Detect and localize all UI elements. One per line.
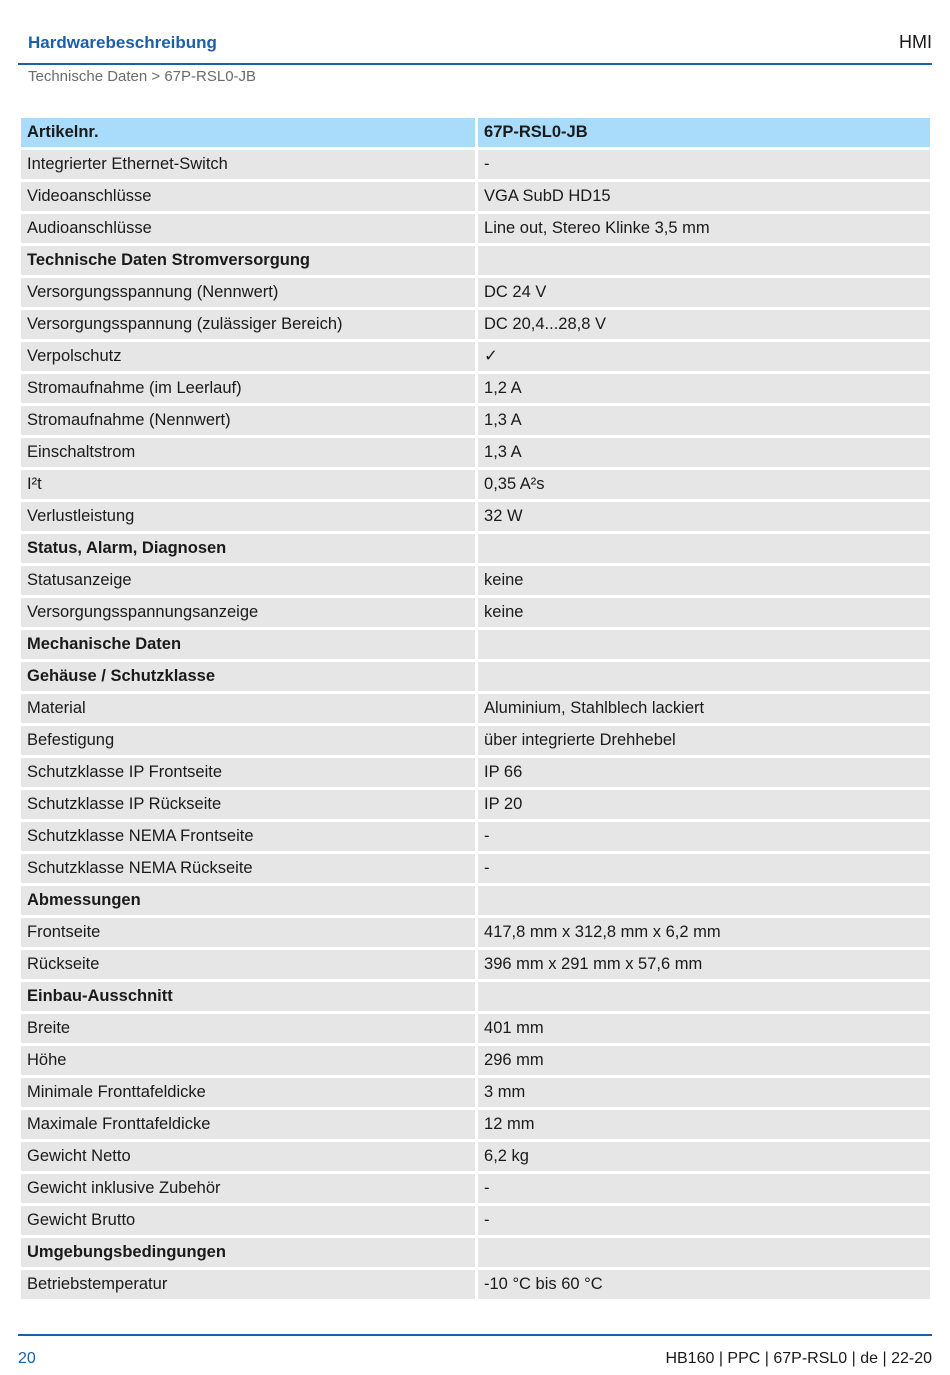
spec-label-cell: Gewicht Netto [21, 1142, 475, 1171]
table-section-row [21, 662, 930, 691]
spec-value-cell: VGA SubD HD15 [478, 182, 930, 211]
spec-value-cell: über integrierte Drehhebel [478, 726, 930, 755]
spec-value-cell: IP 20 [478, 790, 930, 819]
spec-value-cell [478, 662, 930, 691]
spec-label-cell: Videoanschlüsse [21, 182, 475, 211]
technical-data-table-body [21, 118, 930, 1299]
table-section-row [21, 630, 930, 659]
spec-value-cell: 12 mm [478, 1110, 930, 1139]
document-section-title: Hardwarebeschreibung [28, 33, 217, 52]
spec-value-cell: - [478, 822, 930, 851]
spec-value-cell: 396 mm x 291 mm x 57,6 mm [478, 950, 930, 979]
spec-value-cell: - [478, 854, 930, 883]
table-row [21, 214, 930, 243]
table-row [21, 374, 930, 403]
table-section-row [21, 1238, 930, 1267]
spec-label-cell: Integrierter Ethernet-Switch [21, 150, 475, 179]
breadcrumb: Technische Daten > 67P-RSL0-JB [28, 68, 257, 85]
section-heading-cell: Umgebungsbedingungen [21, 1238, 475, 1267]
table-row [21, 790, 930, 819]
section-heading-cell: Status, Alarm, Diagnosen [21, 534, 475, 563]
table-row [21, 278, 930, 307]
spec-value-cell: 1,3 A [478, 406, 930, 435]
spec-value-cell: - [478, 150, 930, 179]
document-reference: HB160 | PPC | 67P-RSL0 | de | 22-20 [665, 1350, 932, 1367]
table-row [21, 1078, 930, 1107]
checkmark-icon: ✓ [478, 342, 930, 371]
table-section-row [21, 982, 930, 1011]
spec-label-cell: Audioanschlüsse [21, 214, 475, 243]
table-row [21, 342, 930, 371]
table-row [21, 854, 930, 883]
spec-value-cell [478, 630, 930, 659]
spec-value-cell [478, 534, 930, 563]
spec-value-cell: IP 66 [478, 758, 930, 787]
table-row [21, 1014, 930, 1043]
table-row [21, 1110, 930, 1139]
table-row [21, 1174, 930, 1203]
technical-data-table [18, 115, 933, 1302]
spec-value-cell [478, 982, 930, 1011]
spec-value-cell [478, 886, 930, 915]
spec-value-cell: 417,8 mm x 312,8 mm x 6,2 mm [478, 918, 930, 947]
table-row [21, 406, 930, 435]
spec-label-cell: Verpolschutz [21, 342, 475, 371]
spec-label-cell: Rückseite [21, 950, 475, 979]
table-row [21, 502, 930, 531]
spec-label-cell: Statusanzeige [21, 566, 475, 595]
section-heading-cell: Abmessungen [21, 886, 475, 915]
spec-label-cell: Schutzklasse IP Frontseite [21, 758, 475, 787]
spec-value-cell: 401 mm [478, 1014, 930, 1043]
table-row [21, 950, 930, 979]
spec-value-cell: DC 24 V [478, 278, 930, 307]
table-row [21, 822, 930, 851]
spec-value-cell: - [478, 1206, 930, 1235]
spec-label-cell: Verlustleistung [21, 502, 475, 531]
section-heading-cell: Einbau-Ausschnitt [21, 982, 475, 1011]
spec-value-cell: 32 W [478, 502, 930, 531]
spec-value-cell: 0,35 A²s [478, 470, 930, 499]
header-value-cell: 67P-RSL0-JB [478, 118, 930, 147]
table-row [21, 758, 930, 787]
table-row [21, 918, 930, 947]
spec-label-cell: Gewicht Brutto [21, 1206, 475, 1235]
table-row [21, 438, 930, 467]
table-header-row [21, 118, 930, 147]
table-row [21, 1142, 930, 1171]
page-number: 20 [18, 1350, 36, 1367]
spec-value-cell: DC 20,4...28,8 V [478, 310, 930, 339]
spec-value-cell: 1,2 A [478, 374, 930, 403]
footer-divider [18, 1334, 932, 1336]
spec-label-cell: Versorgungsspannung (zulässiger Bereich) [21, 310, 475, 339]
table-row [21, 1206, 930, 1235]
spec-value-cell [478, 1238, 930, 1267]
spec-label-cell: Schutzklasse NEMA Rückseite [21, 854, 475, 883]
spec-value-cell: -10 °C bis 60 °C [478, 1270, 930, 1299]
spec-label-cell: Stromaufnahme (Nennwert) [21, 406, 475, 435]
table-row [21, 694, 930, 723]
spec-label-cell: Befestigung [21, 726, 475, 755]
spec-value-cell: 3 mm [478, 1078, 930, 1107]
header-divider [18, 63, 932, 65]
table-row [21, 310, 930, 339]
spec-value-cell: Line out, Stereo Klinke 3,5 mm [478, 214, 930, 243]
spec-label-cell: Schutzklasse NEMA Frontseite [21, 822, 475, 851]
table-section-row [21, 886, 930, 915]
spec-label-cell: Material [21, 694, 475, 723]
spec-value-cell: 1,3 A [478, 438, 930, 467]
table-row [21, 1046, 930, 1075]
header-label-cell: Artikelnr. [21, 118, 475, 147]
table-row [21, 598, 930, 627]
spec-label-cell: Gewicht inklusive Zubehör [21, 1174, 475, 1203]
section-heading-cell: Technische Daten Stromversorgung [21, 246, 475, 275]
table-row [21, 566, 930, 595]
table-row [21, 1270, 930, 1299]
table-row [21, 150, 930, 179]
table-row [21, 182, 930, 211]
section-heading-cell: Mechanische Daten [21, 630, 475, 659]
spec-value-cell: keine [478, 598, 930, 627]
table-row [21, 470, 930, 499]
spec-label-cell: Betriebstemperatur [21, 1270, 475, 1299]
spec-value-cell: Aluminium, Stahlblech lackiert [478, 694, 930, 723]
spec-label-cell: Minimale Fronttafeldicke [21, 1078, 475, 1107]
table-section-row [21, 246, 930, 275]
spec-value-cell [478, 246, 930, 275]
spec-label-cell: Frontseite [21, 918, 475, 947]
spec-label-cell: Höhe [21, 1046, 475, 1075]
spec-value-cell: 6,2 kg [478, 1142, 930, 1171]
table-section-row [21, 534, 930, 563]
section-heading-cell: Gehäuse / Schutzklasse [21, 662, 475, 691]
spec-value-cell: 296 mm [478, 1046, 930, 1075]
spec-label-cell: Maximale Fronttafeldicke [21, 1110, 475, 1139]
spec-label-cell: I²t [21, 470, 475, 499]
spec-value-cell: - [478, 1174, 930, 1203]
table-row [21, 726, 930, 755]
spec-label-cell: Versorgungsspannung (Nennwert) [21, 278, 475, 307]
spec-value-cell: keine [478, 566, 930, 595]
spec-label-cell: Schutzklasse IP Rückseite [21, 790, 475, 819]
spec-label-cell: Breite [21, 1014, 475, 1043]
spec-label-cell: Versorgungsspannungsanzeige [21, 598, 475, 627]
spec-label-cell: Einschaltstrom [21, 438, 475, 467]
product-category: HMI [899, 32, 932, 52]
spec-label-cell: Stromaufnahme (im Leerlauf) [21, 374, 475, 403]
